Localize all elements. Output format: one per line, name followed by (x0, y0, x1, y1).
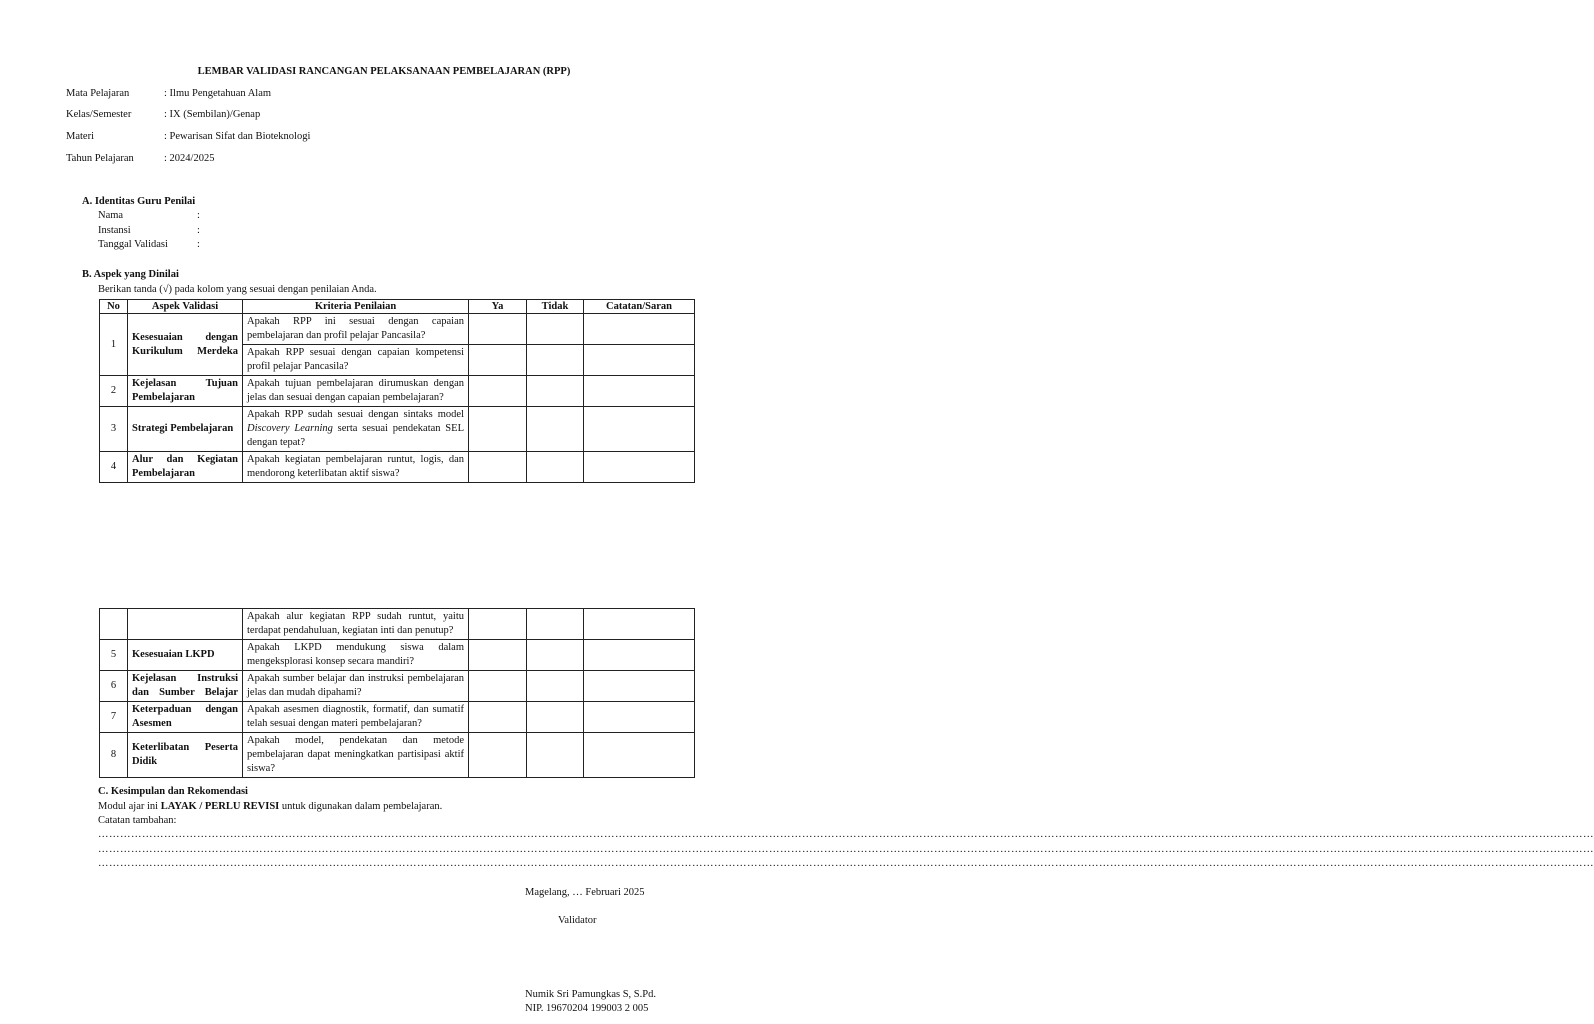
ident-field-instansi (98, 225, 298, 239)
row-aspek (128, 609, 243, 640)
checkbox-ya-cell[interactable] (469, 452, 527, 483)
row-kriteria: Apakah RPP sesuai dengan capaian kompetensi profil pelajar Pancasila? (243, 345, 469, 376)
checkbox-ya-cell[interactable] (469, 671, 527, 702)
row-no: 6 (100, 671, 128, 702)
checkbox-ya-cell[interactable] (469, 345, 527, 376)
checkbox-tidak-cell[interactable] (527, 609, 584, 640)
catatan-cell[interactable] (584, 671, 695, 702)
table-row (100, 609, 695, 640)
notes-line[interactable]: ………………………………………………………………………………………………………………………………………………………………………………………………………………………………………………………………………………………………………………………………………………………………………… (98, 829, 1594, 840)
row-no: 5 (100, 640, 128, 671)
checkbox-ya-cell[interactable] (469, 702, 527, 733)
meta-row-material (66, 131, 566, 147)
row-aspek: Keterlibatan Peserta Didik (128, 733, 243, 778)
catatan-cell[interactable] (584, 407, 695, 452)
checkbox-ya-cell[interactable] (469, 640, 527, 671)
validator-nip: NIP. 19670204 199003 2 005 (525, 1003, 649, 1014)
row-kriteria: Apakah RPP ini sesuai dengan capaian pembelajaran dan profil pelajar Pancasila? (243, 314, 469, 345)
kriteria-text: serta sesuai pendekatan SEL dengan tepat? (247, 423, 464, 448)
ident-label: Instansi (98, 225, 131, 236)
document-title: LEMBAR VALIDASI RANCANGAN PELAKSANAAN PEMBELAJARAN (RPP) (197, 66, 571, 77)
table-row (100, 314, 695, 345)
catatan-cell[interactable] (584, 609, 695, 640)
row-aspek: Kesesuaian dengan Kurikulum Merdeka (128, 314, 243, 376)
row-kriteria (243, 407, 469, 452)
table-row (100, 640, 695, 671)
validation-table-part1 (99, 299, 695, 483)
notes-line[interactable]: ………………………………………………………………………………………………………………………………………………………………………………………………………………………………………………………………………………………………………………………………………………………………………… (98, 858, 1594, 869)
checkbox-tidak-cell[interactable] (527, 671, 584, 702)
checkbox-tidak-cell[interactable] (527, 376, 584, 407)
meta-label: Kelas/Semester (66, 109, 132, 120)
table-header-row (100, 300, 695, 314)
table-row (100, 407, 695, 452)
row-kriteria: Apakah kegiatan pembelajaran runtut, logis, dan mendorong keterlibatan aktif siswa? (243, 452, 469, 483)
row-kriteria: Apakah LKPD mendukung siswa dalam mengeksplorasi konsep secara mandiri? (243, 640, 469, 671)
meta-label: Tahun Pelajaran (66, 153, 134, 164)
header-ya: Ya (469, 300, 527, 314)
row-kriteria: Apakah alur kegiatan RPP sudah runtut, yaitu terdapat pendahuluan, kegiatan inti dan penutup? (243, 609, 469, 640)
row-aspek: Kejelasan Tujuan Pembelajaran (128, 376, 243, 407)
table-row (100, 452, 695, 483)
row-aspek: Alur dan Kegiatan Pembelajaran (128, 452, 243, 483)
validator-name: Numik Sri Pamungkas S, S.Pd. (525, 989, 656, 1000)
recommendation-line (98, 801, 442, 812)
kriteria-text: Apakah RPP sudah sesuai dengan sintaks model (247, 409, 464, 420)
row-no: 7 (100, 702, 128, 733)
meta-row-class (66, 109, 566, 125)
checkbox-ya-cell[interactable] (469, 376, 527, 407)
catatan-cell[interactable] (584, 733, 695, 778)
row-no (100, 609, 128, 640)
notes-line[interactable]: ………………………………………………………………………………………………………………………………………………………………………………………………………………………………………………………………………………………………………………………………………………………………………… (98, 844, 1594, 855)
header-kriteria: Kriteria Penilaian (243, 300, 469, 314)
header-no: No (100, 300, 128, 314)
meta-value: : Pewarisan Sifat dan Bioteknologi (164, 131, 311, 142)
meta-value: : IX (Sembilan)/Genap (164, 109, 261, 120)
validation-table-part2 (99, 608, 695, 778)
meta-value: : Ilmu Pengetahuan Alam (164, 88, 272, 99)
checkbox-tidak-cell[interactable] (527, 452, 584, 483)
kriteria-italic-text: Discovery Learning (247, 423, 333, 434)
ident-colon: : (197, 225, 200, 236)
section-a-heading: A. Identitas Guru Penilai (82, 196, 196, 207)
header-tidak: Tidak (527, 300, 584, 314)
table-row (100, 671, 695, 702)
ident-field-nama (98, 210, 298, 224)
catatan-cell[interactable] (584, 345, 695, 376)
row-aspek: Kejelasan Instruksi dan Sumber Belajar (128, 671, 243, 702)
ident-colon: : (197, 210, 200, 221)
row-kriteria: Apakah model, pendekatan dan metode pembelajaran dapat meningkatkan partisipasi aktif siswa? (243, 733, 469, 778)
checkbox-tidak-cell[interactable] (527, 407, 584, 452)
row-aspek: Strategi Pembelajaran (128, 407, 243, 452)
section-c-heading: C. Kesimpulan dan Rekomendasi (98, 786, 248, 797)
row-no: 3 (100, 407, 128, 452)
row-no: 8 (100, 733, 128, 778)
recommendation-text: Modul ajar ini (98, 801, 161, 812)
catatan-cell[interactable] (584, 376, 695, 407)
checkbox-tidak-cell[interactable] (527, 640, 584, 671)
meta-row-year (66, 153, 566, 169)
checkbox-ya-cell[interactable] (469, 609, 527, 640)
validator-role: Validator (558, 915, 597, 926)
ident-colon: : (197, 239, 200, 250)
ident-field-tanggal (98, 239, 298, 253)
section-b-instruction: Berikan tanda (√) pada kolom yang sesuai dengan penilaian Anda. (98, 284, 377, 295)
meta-row-subject (66, 88, 566, 104)
section-b-heading: B. Aspek yang Dinilai (82, 269, 179, 280)
header-aspek: Aspek Validasi (128, 300, 243, 314)
row-no: 2 (100, 376, 128, 407)
recommendation-text: untuk digunakan dalam pembelajaran. (279, 801, 443, 812)
place-date: Magelang, … Februari 2025 (525, 887, 645, 898)
catatan-cell[interactable] (584, 452, 695, 483)
row-no: 4 (100, 452, 128, 483)
table-row (100, 376, 695, 407)
catatan-cell[interactable] (584, 702, 695, 733)
notes-label: Catatan tambahan: (98, 815, 177, 826)
ident-label: Tanggal Validasi (98, 239, 168, 250)
checkbox-ya-cell[interactable] (469, 314, 527, 345)
checkbox-tidak-cell[interactable] (527, 733, 584, 778)
catatan-cell[interactable] (584, 314, 695, 345)
checkbox-tidak-cell[interactable] (527, 314, 584, 345)
checkbox-tidak-cell[interactable] (527, 345, 584, 376)
row-kriteria: Apakah sumber belajar dan instruksi pembelajaran jelas dan mudah dipahami? (243, 671, 469, 702)
checkbox-ya-cell[interactable] (469, 407, 527, 452)
row-no: 1 (100, 314, 128, 376)
meta-value: : 2024/2025 (164, 153, 215, 164)
recommendation-options: LAYAK / PERLU REVISI (160, 801, 280, 812)
row-kriteria: Apakah asesmen diagnostik, formatif, dan sumatif telah sesuai dengan materi pembelajaran? (243, 702, 469, 733)
meta-label: Materi (66, 131, 94, 142)
catatan-cell[interactable] (584, 640, 695, 671)
meta-label: Mata Pelajaran (66, 88, 130, 99)
checkbox-tidak-cell[interactable] (527, 702, 584, 733)
table-row (100, 733, 695, 778)
checkbox-ya-cell[interactable] (469, 733, 527, 778)
header-catatan: Catatan/Saran (584, 300, 695, 314)
row-kriteria: Apakah tujuan pembelajaran dirumuskan dengan jelas dan sesuai dengan capaian pembelajaran? (243, 376, 469, 407)
row-aspek: Keterpaduan dengan Asesmen (128, 702, 243, 733)
ident-label: Nama (98, 210, 124, 221)
row-aspek: Kesesuaian LKPD (128, 640, 243, 671)
table-row (100, 702, 695, 733)
